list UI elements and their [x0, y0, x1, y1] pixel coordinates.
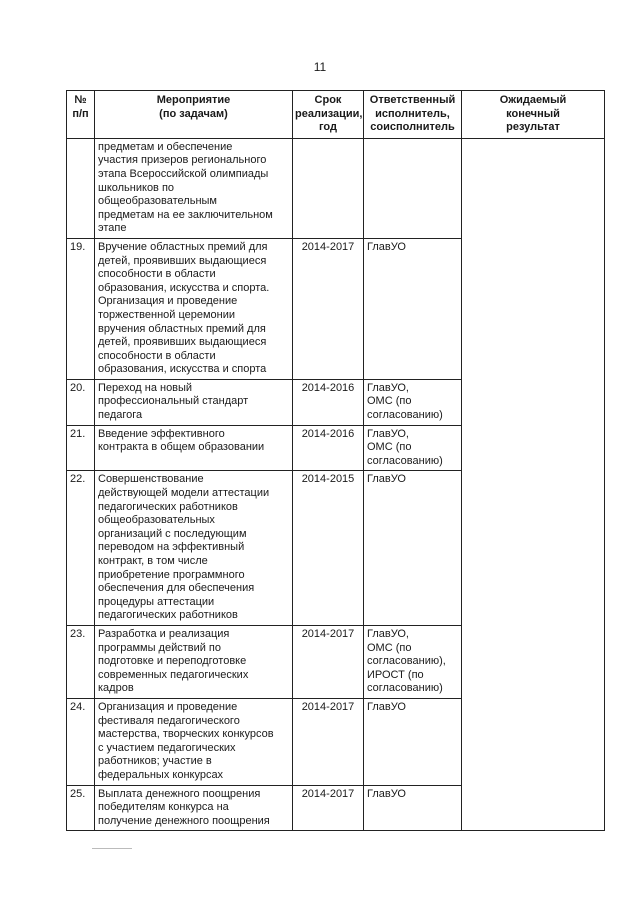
- footer-divider: [92, 848, 132, 849]
- cell-term: 2014-2017: [293, 698, 364, 785]
- cell-term: 2014-2017: [293, 625, 364, 698]
- cell-responsible: ГлавУО: [364, 238, 462, 379]
- cell-term: [293, 138, 364, 238]
- cell-activity: Выплата денежного поощрения победителям конкурса на получение денежного поощрения: [95, 785, 293, 831]
- cell-responsible: ГлавУО, ОМС (по согласованию): [364, 379, 462, 425]
- cell-responsible: ГлавУО, ОМС (по согласованию), ИРОСТ (по согласованию): [364, 625, 462, 698]
- cell-responsible: [364, 138, 462, 238]
- cell-num: 22.: [67, 471, 95, 626]
- header-responsible: Ответственный исполнитель, соисполнитель: [364, 91, 462, 139]
- cell-num: [67, 138, 95, 238]
- cell-activity: Вручение областных премий для детей, проявивших выдающиеся способности в области образования, искусства и спорта. Организация и проведение торжественной церемонии вручения областных премий для детей, проявивших выдающиеся способности в области образования, искусства и спорта: [95, 238, 293, 379]
- cell-activity: Совершенствование действующей модели аттестации педагогических работников общеобразовательных организаций с последующим переводом на эффективный контракт, в том числе приобретение программного обеспечения для обеспечения процедуры аттестации педагогических работников: [95, 471, 293, 626]
- cell-term: 2014-2017: [293, 238, 364, 379]
- header-activity: Мероприятие (по задачам): [95, 91, 293, 139]
- cell-num: 19.: [67, 238, 95, 379]
- cell-result: [462, 138, 605, 831]
- cell-term: 2014-2015: [293, 471, 364, 626]
- cell-num: 24.: [67, 698, 95, 785]
- cell-responsible: ГлавУО: [364, 471, 462, 626]
- cell-activity: Разработка и реализация программы действий по подготовке и переподготовке современных педагогических кадров: [95, 625, 293, 698]
- header-num: № п/п: [67, 91, 95, 139]
- cell-responsible: ГлавУО, ОМС (по согласованию): [364, 425, 462, 471]
- cell-term: 2014-2016: [293, 425, 364, 471]
- page-number: 11: [313, 60, 327, 74]
- cell-activity: предметам и обеспечение участия призеров регионального этапа Всероссийской олимпиады школьников по общеобразовательным предметам на ее заключительном этапе: [95, 138, 293, 238]
- header-result: Ожидаемый конечный результат: [462, 91, 605, 139]
- cell-num: 23.: [67, 625, 95, 698]
- measures-table: [66, 90, 605, 831]
- cell-activity: Организация и проведение фестиваля педагогического мастерства, творческих конкурсов с участием педагогических работников; участие в федеральных конкурсах: [95, 698, 293, 785]
- cell-num: 21.: [67, 425, 95, 471]
- cell-term: 2014-2016: [293, 379, 364, 425]
- cell-num: 25.: [67, 785, 95, 831]
- table-header-row: [67, 91, 605, 139]
- header-term: Срок реализации, год: [293, 91, 364, 139]
- cell-responsible: ГлавУО: [364, 785, 462, 831]
- cell-num: 20.: [67, 379, 95, 425]
- cell-activity: Введение эффективного контракта в общем образовании: [95, 425, 293, 471]
- table-row-continuation: [67, 138, 605, 238]
- cell-term: 2014-2017: [293, 785, 364, 831]
- cell-responsible: ГлавУО: [364, 698, 462, 785]
- cell-activity: Переход на новый профессиональный стандарт педагога: [95, 379, 293, 425]
